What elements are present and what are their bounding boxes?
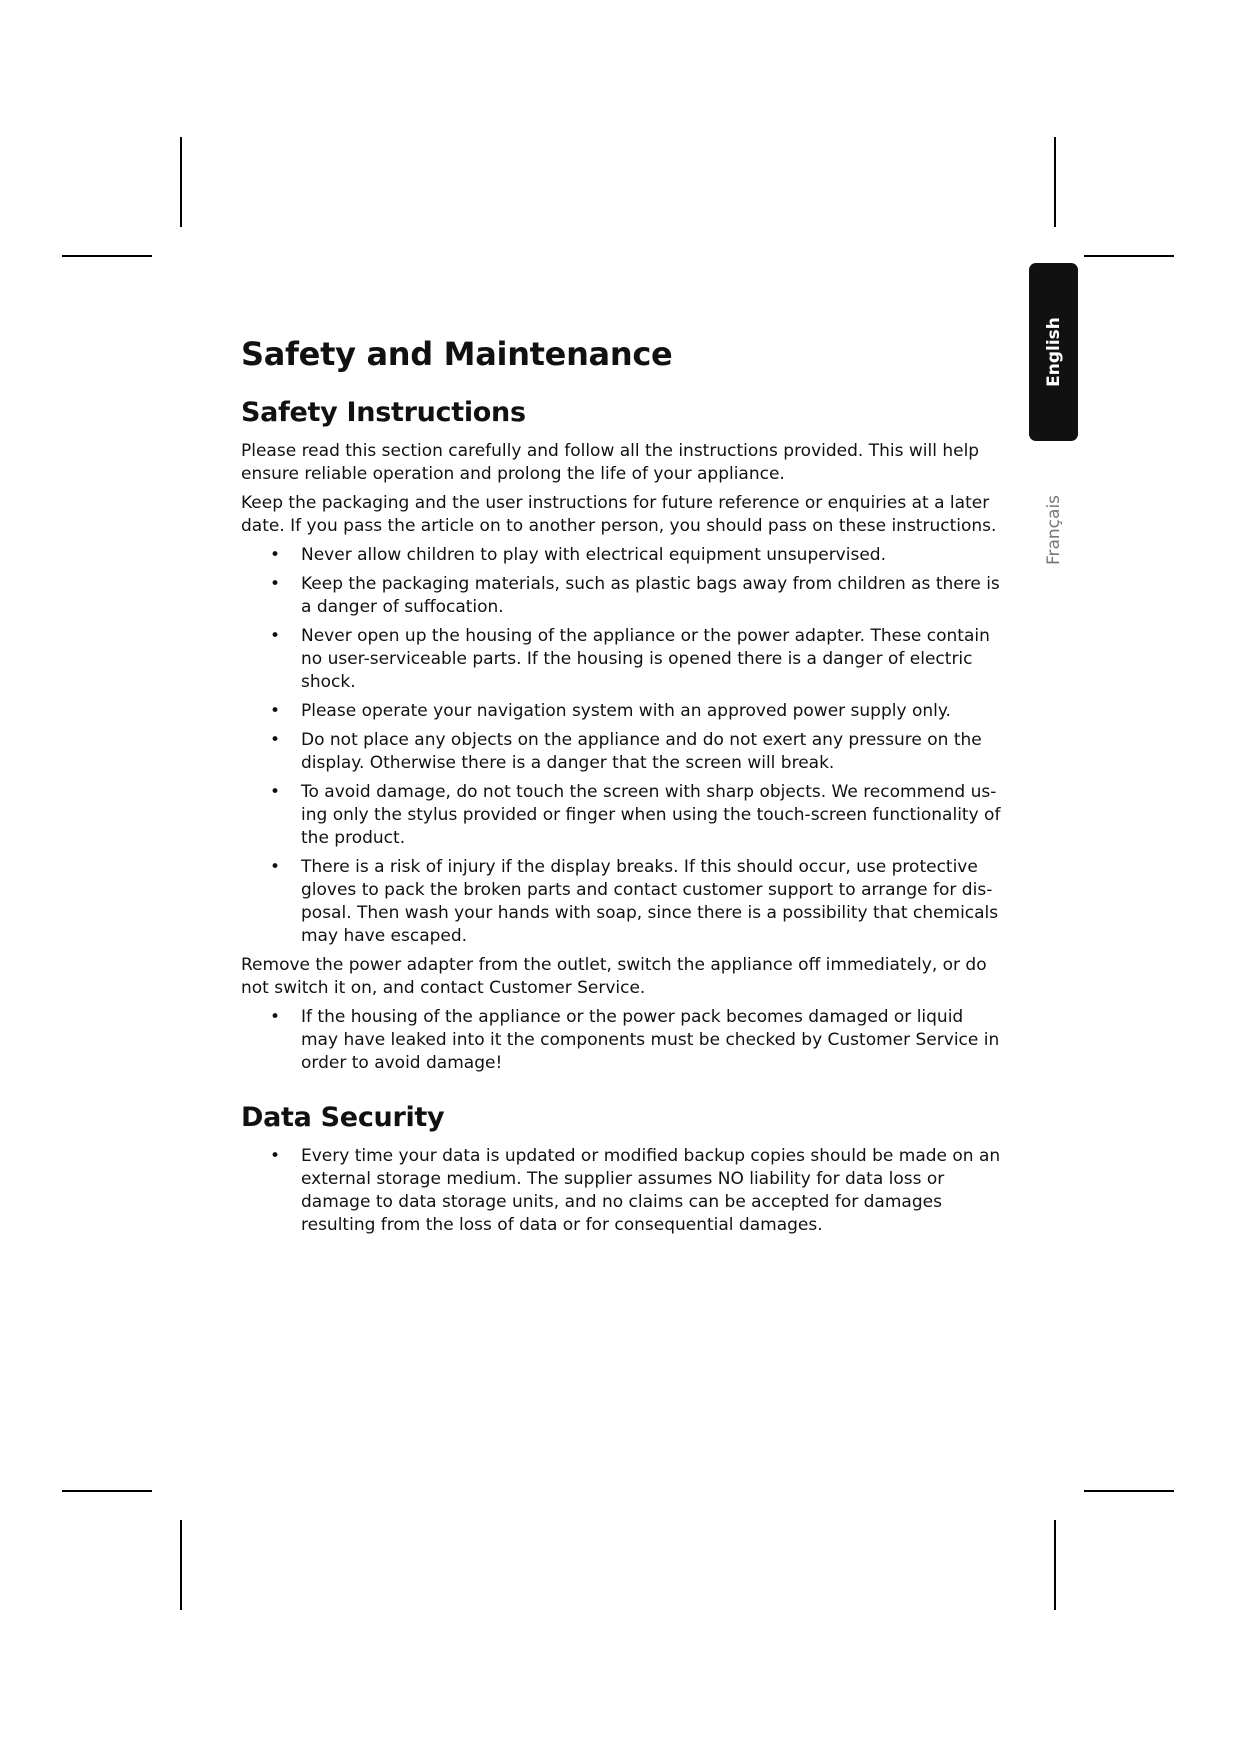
list-item-text: Do not place any objects on the appliance and do not exert any pressure on the display. Otherwise there is a danger that the screen will break.	[301, 730, 982, 773]
list-item	[241, 1006, 1001, 1075]
safety-bullet-list	[241, 544, 1001, 948]
list-item	[241, 729, 1001, 775]
safety-bullet-list-2	[241, 1006, 1001, 1075]
data-security-heading: Data Security	[241, 1102, 445, 1133]
list-item-text: Never open up the housing of the appliance or the power adapter. These contain no user-serviceable parts. If the housing is opened there is a danger of electric shock.	[301, 626, 990, 692]
remove-power-adapter-paragraph: Remove the power adapter from the outlet, switch the appliance off immediately, or do not switch it on, and contact Customer Service.	[241, 955, 987, 998]
crop-mark-bottom-right-vertical	[1054, 1520, 1056, 1610]
bullet-icon: •	[270, 626, 281, 646]
crop-mark-top-right-horizontal	[1084, 255, 1174, 257]
data-security-bullet-list	[241, 1145, 1001, 1237]
list-item-text: To avoid damage, do not touch the screen with sharp objects. We recommend using only the stylus provided or finger when using the touch-screen functionality of the product.	[301, 782, 1001, 848]
crop-mark-bottom-left-vertical	[180, 1520, 182, 1610]
list-item	[241, 700, 1001, 723]
crop-mark-bottom-left-horizontal	[62, 1490, 152, 1492]
bullet-icon: •	[270, 1146, 281, 1166]
list-item-text: There is a risk of injury if the display breaks. If this should occur, use protective gloves to pack the broken parts and contact customer support to arrange for disposal. Then wash your hands with soap, since there is a possibility that chemicals may have escaped.	[301, 857, 999, 946]
list-item	[241, 625, 1001, 694]
list-item	[241, 544, 1001, 567]
page-content	[241, 334, 1001, 1243]
page-title: Safety and Maintenance	[241, 335, 673, 373]
bullet-icon: •	[270, 701, 281, 721]
language-tab-francais-label: Français	[1043, 494, 1064, 566]
language-tab-english[interactable]	[1029, 263, 1078, 441]
list-item	[241, 781, 1001, 850]
list-item-text: Every time your data is updated or modified backup copies should be made on an external storage medium. The supplier assumes NO liability for data loss or damage to data storage units, and no claims can be accepted for damages resulting from the loss of data or for consequential damages.	[301, 1146, 1001, 1235]
bullet-icon: •	[270, 1007, 281, 1027]
bullet-icon: •	[270, 545, 281, 565]
list-item-text: Keep the packaging materials, such as plastic bags away from children as there is a danger of suffocation.	[301, 574, 1000, 617]
bullet-icon: •	[270, 574, 281, 594]
crop-mark-top-left-vertical	[180, 137, 182, 227]
safety-intro-paragraph-1: Please read this section carefully and follow all the instructions provided. This will help ensure reliable operation and prolong the life of your appliance.	[241, 441, 980, 484]
safety-instructions-heading: Safety Instructions	[241, 397, 526, 428]
bullet-icon: •	[270, 857, 281, 877]
list-item	[241, 573, 1001, 619]
bullet-icon: •	[270, 730, 281, 750]
crop-mark-top-left-horizontal	[62, 255, 152, 257]
list-item	[241, 856, 1001, 948]
list-item-text: If the housing of the appliance or the power pack becomes damaged or liquid may have leaked into it the components must be checked by Customer Service in order to avoid damage!	[301, 1007, 1000, 1073]
list-item	[241, 1145, 1001, 1237]
language-tab-francais[interactable]	[1029, 490, 1078, 570]
crop-mark-bottom-right-horizontal	[1084, 1490, 1174, 1492]
list-item-text: Never allow children to play with electrical equipment unsupervised.	[301, 545, 886, 565]
list-item-text: Please operate your navigation system with an approved power supply only.	[301, 701, 951, 721]
language-tab-english-label: English	[1043, 317, 1064, 387]
safety-intro-paragraph-2: Keep the packaging and the user instructions for future reference or enquiries at a later date. If you pass the article on to another person, you should pass on these instructions.	[241, 493, 997, 536]
bullet-icon: •	[270, 782, 281, 802]
crop-mark-top-right-vertical	[1054, 137, 1056, 227]
